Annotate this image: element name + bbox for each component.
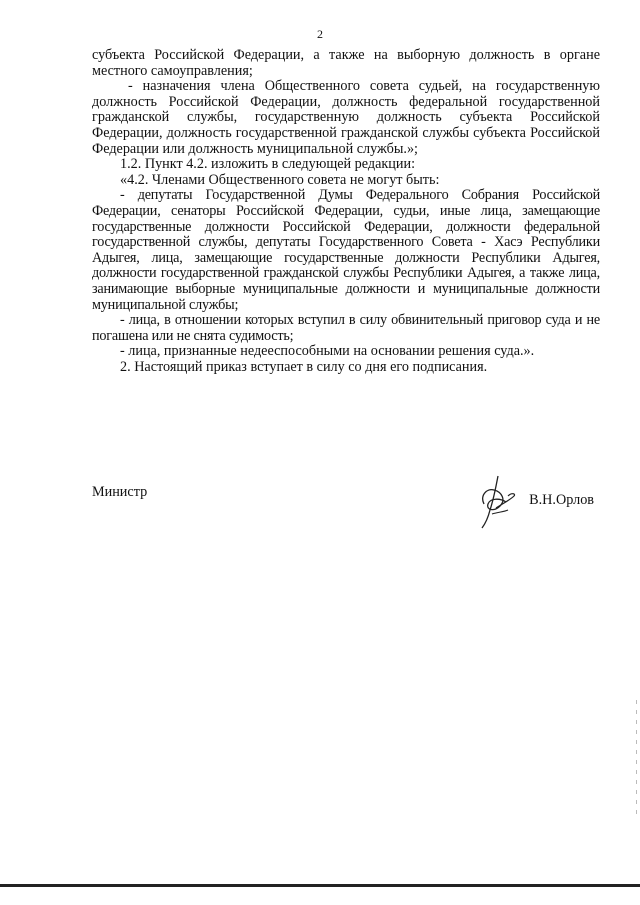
paragraph-3: 1.2. Пункт 4.2. изложить в следующей редакции: bbox=[120, 156, 416, 173]
paragraph-7: - лица, признанные недееспособными на основании решения суда.». bbox=[120, 343, 535, 360]
paragraph-1: субъекта Российской Федерации, а также на выборную должность в органе местного самоуправления; bbox=[92, 47, 600, 79]
signer-role: Министр bbox=[92, 484, 148, 500]
paragraph-2: - назначения члена Общественного совета судьей, на государственную должность Российской Федерации, должность федеральной государственной гражданской службы, государственную должность субъекта Российской Федерации, должность государственной гражданской службы субъекта Российской Федерации или должность муниципальной службы.»; bbox=[92, 78, 600, 157]
paragraph-5: - депутаты Государственной Думы Федерального Собрания Российской Федерации, сенаторы Российской Федерации, судьи, иные лица, замещающие государственные должности Российской Федерации, должности федеральной государственной службы, депутаты Государственного Совета - Хасэ Республики Адыгея, лица, замещающие государственные должности Республики Адыгея, должности государственной гражданской службы Республики Адыгея, а также лица, занимающие выборные муниципальные должности и муниципальные должности муниципальной службы; bbox=[92, 187, 600, 313]
paragraph-6: - лица, в отношении которых вступил в силу обвинительный приговор суда и не погашена или не снята судимость; bbox=[92, 312, 600, 344]
signature-block bbox=[92, 482, 600, 532]
paragraph-8: 2. Настоящий приказ вступает в силу со дня его подписания. bbox=[120, 358, 488, 375]
document-body bbox=[92, 48, 600, 375]
page-number: 2 bbox=[317, 27, 323, 41]
handwritten-signature bbox=[476, 474, 520, 530]
paragraph-4: «4.2. Членами Общественного совета не могут быть: bbox=[120, 171, 440, 188]
scan-bottom-edge bbox=[0, 884, 640, 887]
scan-edge-artifact bbox=[636, 700, 637, 820]
signer-name: В.Н.Орлов bbox=[529, 492, 594, 508]
